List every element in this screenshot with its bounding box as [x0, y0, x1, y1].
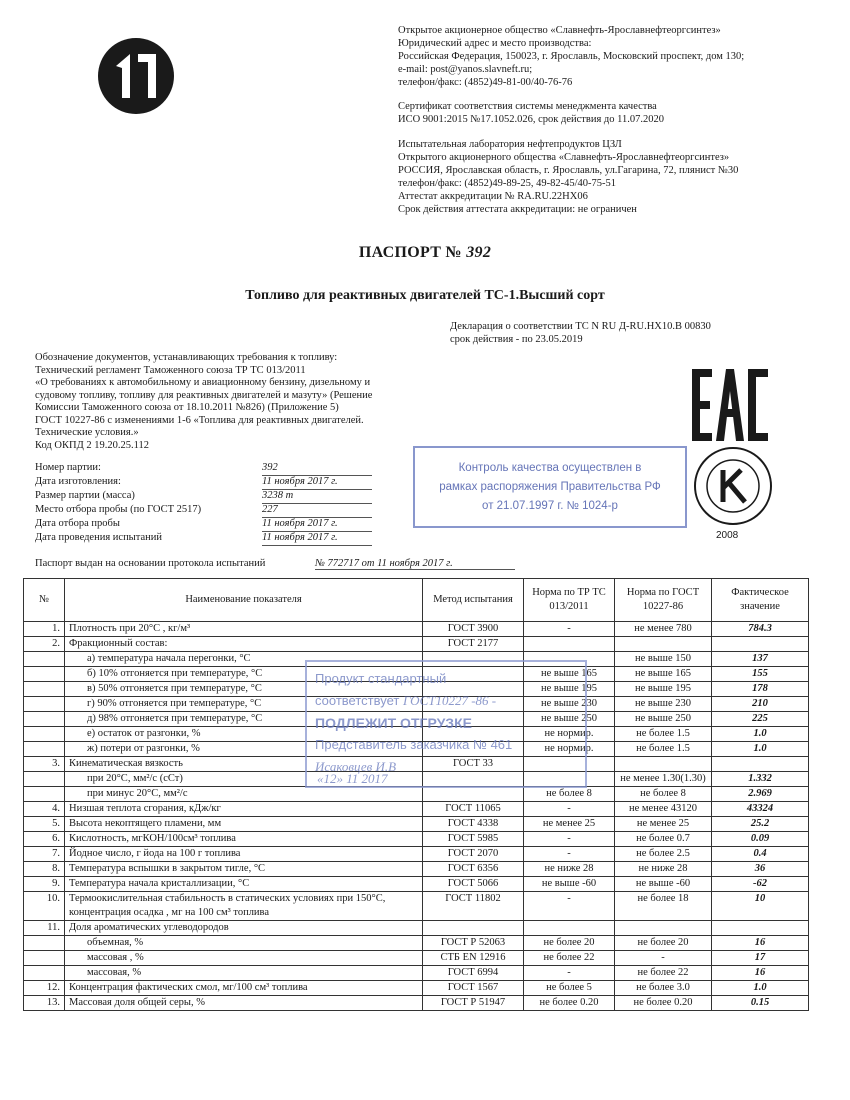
- test-method: ГОСТ 4338: [423, 817, 524, 832]
- table-row: [24, 981, 809, 996]
- actual-value: 17: [712, 951, 809, 966]
- norm-tr-ts: не менее 25: [524, 817, 615, 832]
- actual-value: 36: [712, 862, 809, 877]
- norm-tr-ts: -: [524, 892, 615, 921]
- indicator-name: в) 50% отгоняется при температуре, °С: [65, 682, 423, 697]
- test-method: СТБ EN 12916: [423, 951, 524, 966]
- lab-line: Аттестат аккредитации № RA.RU.22НХ06: [398, 191, 588, 202]
- norm-gost: не выше 195: [615, 682, 712, 697]
- norm-gost: не более 22: [615, 966, 712, 981]
- test-method: ГОСТ 6356: [423, 862, 524, 877]
- indicator-name: Йодное число, г йода на 100 г топлива: [65, 847, 423, 862]
- column-header: №: [24, 579, 65, 622]
- table-row: [24, 996, 809, 1011]
- column-header: Норма по ГОСТ 10227-86: [615, 579, 712, 622]
- stamp-line: Контроль качества осуществлен в: [458, 461, 642, 474]
- actual-value: 0.4: [712, 847, 809, 862]
- test-method: ГОСТ Р 51947: [423, 996, 524, 1011]
- indicator-name: Температура начала кристаллизации, °С: [65, 877, 423, 892]
- table-row: [24, 877, 809, 892]
- header-line: Российская Федерация, 150023, г. Ярославль, Московский проспект, дом 130;: [398, 51, 745, 62]
- norm-gost: не более 1.5: [615, 727, 712, 742]
- norm-gost: [615, 757, 712, 772]
- stamp-handwriting: Исаковцев И.В: [315, 759, 397, 774]
- norm-gost: не более 0.7: [615, 832, 712, 847]
- header-line: Открытое акционерное общество «Славнефть-Ярославнефтеоргсинтез»: [398, 25, 721, 36]
- table-row: [24, 622, 809, 637]
- actual-value: 784.3: [712, 622, 809, 637]
- row-number: 6.: [24, 832, 65, 847]
- lab-line: Открытого акционерного общества «Славнефть-Ярославнефтеоргсинтез»: [398, 152, 730, 163]
- norm-gost: не более 8: [615, 787, 712, 802]
- docs-line: ГОСТ 10227-86 с изменениями 1-6 «Топлива для реактивных двигателей.: [35, 414, 364, 426]
- declaration-line: Декларация о соответствии ТС N RU Д-RU.НХ10.В 00830: [450, 321, 711, 332]
- batch-label: Дата изготовления:: [35, 476, 121, 487]
- row-number: 3.: [24, 757, 65, 772]
- docs-line: Обозначение документов, устанавливающих требования к топливу:: [35, 352, 338, 363]
- indicator-name: Массовая доля общей серы, %: [65, 996, 423, 1011]
- actual-value: 16: [712, 966, 809, 981]
- norm-gost: не выше 250: [615, 712, 712, 727]
- indicator-name: массовая , %: [65, 951, 423, 966]
- docs-line: Комиссии Таможенного союза от 18.10.2011 №826) (Приложение 5): [35, 402, 339, 413]
- test-method: ГОСТ 2177: [423, 637, 524, 652]
- norm-gost: не менее 780: [615, 622, 712, 637]
- norm-tr-ts: не выше 230: [524, 697, 615, 712]
- actual-value: 10: [712, 892, 809, 921]
- header-line: Юридический адрес и место производства:: [398, 38, 592, 49]
- stamp-handwriting: ГОСТ10227 -86 -: [402, 693, 497, 708]
- norm-tr-ts: не более 5: [524, 981, 615, 996]
- page-title: [0, 244, 850, 262]
- norm-gost: не более 3.0: [615, 981, 712, 996]
- norm-tr-ts: -: [524, 622, 615, 637]
- batch-row: [35, 518, 515, 532]
- norm-tr-ts: не выше 165: [524, 667, 615, 682]
- table-row: [24, 951, 809, 966]
- protocol-value: № 772717 от 11 ноября 2017 г.: [315, 558, 515, 570]
- table-row: [24, 832, 809, 847]
- test-method: ГОСТ 33: [423, 757, 524, 772]
- row-number: 11.: [24, 921, 65, 936]
- batch-value: 11 ноября 2017 г.: [262, 532, 372, 546]
- norm-gost: не выше 150: [615, 652, 712, 667]
- table-row: [24, 921, 809, 936]
- passport-number: 392: [466, 244, 492, 261]
- norm-gost: не выше -60: [615, 877, 712, 892]
- row-number: 4.: [24, 802, 65, 817]
- batch-label: Дата отбора пробы: [35, 518, 120, 529]
- indicator-name: а) температура начала перегонки, °С: [65, 652, 423, 667]
- actual-value: 43324: [712, 802, 809, 817]
- indicator-name: Термоокислительная стабильность в статических условиях при 150°С, концентрация осадка , мг на 100 см³ топлива: [65, 892, 423, 921]
- norm-tr-ts: не нормир.: [524, 742, 615, 757]
- row-number: 9.: [24, 877, 65, 892]
- test-method: [423, 921, 524, 936]
- norm-gost: не более 18: [615, 892, 712, 921]
- norm-tr-ts: не более 22: [524, 951, 615, 966]
- indicator-name: е) остаток от разгонки, %: [65, 727, 423, 742]
- actual-value: 0.09: [712, 832, 809, 847]
- indicator-name: Концентрация фактических смол, мг/100 см³ топлива: [65, 981, 423, 996]
- stamp-line: ПОДЛЕЖИТ ОТГРУЗКЕ: [315, 715, 472, 731]
- lab-line: Испытательная лаборатория нефтепродуктов ЦЗЛ: [398, 139, 622, 150]
- norm-tr-ts: не более 20: [524, 936, 615, 951]
- header-line: e-mail: post@yanos.slavneft.ru;: [398, 64, 533, 75]
- header-line: телефон/факс: (4852)49-81-00/40-76-76: [398, 77, 573, 88]
- stamp-line: Представитель заказчика № 461: [315, 737, 513, 752]
- indicator-name: массовая, %: [65, 966, 423, 981]
- norm-tr-ts: -: [524, 832, 615, 847]
- actual-value: [712, 637, 809, 652]
- indicator-name: при минус 20°С, мм²/с: [65, 787, 423, 802]
- lab-line: телефон/факс: (4852)49-89-25, 49-82-45/40-75-51: [398, 178, 617, 189]
- norm-tr-ts: -: [524, 966, 615, 981]
- stamp-line: [315, 690, 577, 712]
- norm-tr-ts: не ниже 28: [524, 862, 615, 877]
- product-subtitle: Топливо для реактивных двигателей ТС-1.Высший сорт: [245, 288, 605, 303]
- docs-line: Технические условия.»: [35, 427, 139, 438]
- column-header: Фактическое значение: [712, 579, 809, 622]
- norm-tr-ts: не выше -60: [524, 877, 615, 892]
- norm-gost: [615, 921, 712, 936]
- indicator-name: Кинематическая вязкость: [65, 757, 423, 772]
- row-number: [24, 667, 65, 682]
- row-number: [24, 951, 65, 966]
- table-row: [24, 817, 809, 832]
- batch-value: 11 ноября 2017 г.: [262, 518, 372, 532]
- table-row: [24, 966, 809, 981]
- protocol-info: [35, 558, 535, 569]
- indicator-name: Фракционный состав:: [65, 637, 423, 652]
- test-method: ГОСТ 11065: [423, 802, 524, 817]
- actual-value: 0.15: [712, 996, 809, 1011]
- actual-value: 1.0: [712, 727, 809, 742]
- test-method: ГОСТ Р 52063: [423, 936, 524, 951]
- actual-value: 25.2: [712, 817, 809, 832]
- norm-tr-ts: -: [524, 847, 615, 862]
- lab-line: Срок действия аттестата аккредитации: не ограничен: [398, 204, 637, 215]
- row-number: [24, 682, 65, 697]
- norm-tr-ts: -: [524, 802, 615, 817]
- actual-value: 137: [712, 652, 809, 667]
- norm-gost: -: [615, 951, 712, 966]
- norm-gost: не менее 25: [615, 817, 712, 832]
- stamp-handwriting: «12» 11 2017: [317, 771, 388, 786]
- actual-value: 16: [712, 936, 809, 951]
- test-method: ГОСТ 1567: [423, 981, 524, 996]
- test-method: ГОСТ 2070: [423, 847, 524, 862]
- norm-gost: не более 20: [615, 936, 712, 951]
- actual-value: 2.969: [712, 787, 809, 802]
- indicator-name: объемная, %: [65, 936, 423, 951]
- norm-gost: не выше 230: [615, 697, 712, 712]
- batch-label: Размер партии (масса): [35, 490, 135, 501]
- table-row: [24, 936, 809, 951]
- batch-value: 3238 т: [262, 490, 372, 504]
- actual-value: 178: [712, 682, 809, 697]
- stamp-text: соответствует: [315, 693, 400, 708]
- table-row: [24, 802, 809, 817]
- stamp-line: Продукт стандартный: [315, 671, 447, 686]
- test-method: ГОСТ 11802: [423, 892, 524, 921]
- test-method: ГОСТ 5985: [423, 832, 524, 847]
- lab-line: РОССИЯ, Ярославская область, г. Ярославль, ул.Гагарина, 72, плянист №30: [398, 165, 739, 176]
- row-number: 13.: [24, 996, 65, 1011]
- batch-row: [35, 462, 515, 476]
- table-row: [24, 847, 809, 862]
- actual-value: 155: [712, 667, 809, 682]
- norm-tr-ts: [524, 637, 615, 652]
- norm-tr-ts: не выше 195: [524, 682, 615, 697]
- actual-value: [712, 757, 809, 772]
- row-number: 10.: [24, 892, 65, 921]
- row-number: 2.: [24, 637, 65, 652]
- norm-gost: [615, 637, 712, 652]
- table-row: [24, 862, 809, 877]
- test-method: ГОСТ 6994: [423, 966, 524, 981]
- norm-tr-ts: не более 8: [524, 787, 615, 802]
- actual-value: 210: [712, 697, 809, 712]
- actual-value: 1.0: [712, 742, 809, 757]
- actual-value: 1.332: [712, 772, 809, 787]
- column-header: Метод испытания: [423, 579, 524, 622]
- indicator-name: Низшая теплота сгорания, кДж/кг: [65, 802, 423, 817]
- batch-value: 11 ноября 2017 г.: [262, 476, 372, 490]
- indicator-name: Плотность при 20°С , кг/м³: [65, 622, 423, 637]
- seal-year: 2008: [716, 530, 739, 541]
- row-number: 12.: [24, 981, 65, 996]
- row-number: [24, 742, 65, 757]
- column-header: Норма по ТР ТС 013/2011: [524, 579, 615, 622]
- norm-tr-ts: не нормир.: [524, 727, 615, 742]
- certification-seal-icon: [693, 446, 773, 526]
- certificate-line: ИСО 9001:2015 №17.1052.026, срок действия до 11.07.2020: [398, 114, 664, 125]
- row-number: 8.: [24, 862, 65, 877]
- batch-row: [35, 476, 515, 490]
- row-number: [24, 652, 65, 667]
- docs-line: «О требованиях к автомобильному и авиационному бензину, дизельному и: [35, 377, 371, 388]
- indicator-name: Кислотность, мгКОН/100см³ топлива: [65, 832, 423, 847]
- title-prefix: ПАСПОРТ №: [358, 244, 462, 261]
- norm-gost: не более 1.5: [615, 742, 712, 757]
- norm-gost: не более 2.5: [615, 847, 712, 862]
- row-number: 7.: [24, 847, 65, 862]
- certificate-line: Сертификат соответствия системы менеджмента качества: [398, 101, 657, 112]
- norm-gost: не менее 1.30(1.30): [615, 772, 712, 787]
- actual-value: 225: [712, 712, 809, 727]
- table-row: [24, 637, 809, 652]
- quality-certificate: [398, 100, 788, 126]
- table-row: [24, 787, 809, 802]
- table-row: [24, 892, 809, 921]
- declaration: [450, 320, 810, 346]
- norm-tr-ts: [524, 921, 615, 936]
- company-logo: [96, 36, 176, 116]
- regulatory-documents: [35, 352, 405, 452]
- row-number: [24, 697, 65, 712]
- lab-info: [398, 138, 798, 216]
- batch-value: 227: [262, 504, 372, 518]
- stamp-line: от 21.07.1997 г. № 1024-р: [482, 499, 618, 512]
- docs-line: судовому топливу, топливу для реактивных двигателей и мазуту» (Решение: [35, 389, 373, 401]
- row-number: [24, 966, 65, 981]
- batch-row: [35, 490, 515, 504]
- docs-line: Код ОКПД 2 19.20.25.112: [35, 439, 149, 451]
- indicator-name: ж) потери от разгонки, %: [65, 742, 423, 757]
- batch-label: Номер партии:: [35, 462, 101, 473]
- norm-gost: не ниже 28: [615, 862, 712, 877]
- stamp-line: рамках распоряжения Правительства РФ: [439, 480, 661, 493]
- declaration-validity: срок действия - по 23.05.2019: [450, 334, 583, 345]
- docs-line: Технический регламент Таможенного союза ТР ТС 013/2011: [35, 364, 306, 376]
- batch-row: [35, 504, 515, 518]
- test-method: ГОСТ 3900: [423, 622, 524, 637]
- protocol-label: Паспорт выдан на основании протокола испытаний: [35, 558, 266, 569]
- row-number: [24, 727, 65, 742]
- norm-tr-ts: не более 0.20: [524, 996, 615, 1011]
- eac-mark-icon: [690, 365, 770, 445]
- actual-value: 1.0: [712, 981, 809, 996]
- actual-value: [712, 921, 809, 936]
- indicator-name: г) 90% отгоняется при температуре, °С: [65, 697, 423, 712]
- norm-tr-ts: не выше 250: [524, 712, 615, 727]
- indicator-name: Температура вспышки в закрытом тигле, °С: [65, 862, 423, 877]
- batch-label: Место отбора пробы (по ГОСТ 2517): [35, 504, 202, 515]
- product-approval-stamp: [305, 660, 587, 788]
- actual-value: -62: [712, 877, 809, 892]
- norm-gost: не менее 43120: [615, 802, 712, 817]
- quality-indicators-table: [23, 578, 809, 1011]
- row-number: [24, 712, 65, 727]
- batch-value: 392: [262, 462, 372, 476]
- test-method: ГОСТ 5066: [423, 877, 524, 892]
- row-number: 5.: [24, 817, 65, 832]
- indicator-name: при 20°С, мм²/с (сСт): [65, 772, 423, 787]
- indicator-name: Высота некоптящего пламени, мм: [65, 817, 423, 832]
- row-number: [24, 772, 65, 787]
- table-header-row: [24, 579, 809, 622]
- batch-label: Дата проведения испытаний: [35, 532, 162, 543]
- indicator-name: Доля ароматических углеводородов: [65, 921, 423, 936]
- indicator-name: д) 98% отгоняется при температуре, °С: [65, 712, 423, 727]
- norm-gost: не более 0.20: [615, 996, 712, 1011]
- column-header: Наименование показателя: [65, 579, 423, 622]
- indicator-name: б) 10% отгоняется при температуре, °С: [65, 667, 423, 682]
- company-header: [398, 24, 788, 89]
- row-number: [24, 787, 65, 802]
- batch-info: [35, 462, 515, 546]
- norm-gost: не выше 165: [615, 667, 712, 682]
- batch-row: [35, 532, 515, 546]
- test-method: [423, 787, 524, 802]
- row-number: [24, 936, 65, 951]
- row-number: 1.: [24, 622, 65, 637]
